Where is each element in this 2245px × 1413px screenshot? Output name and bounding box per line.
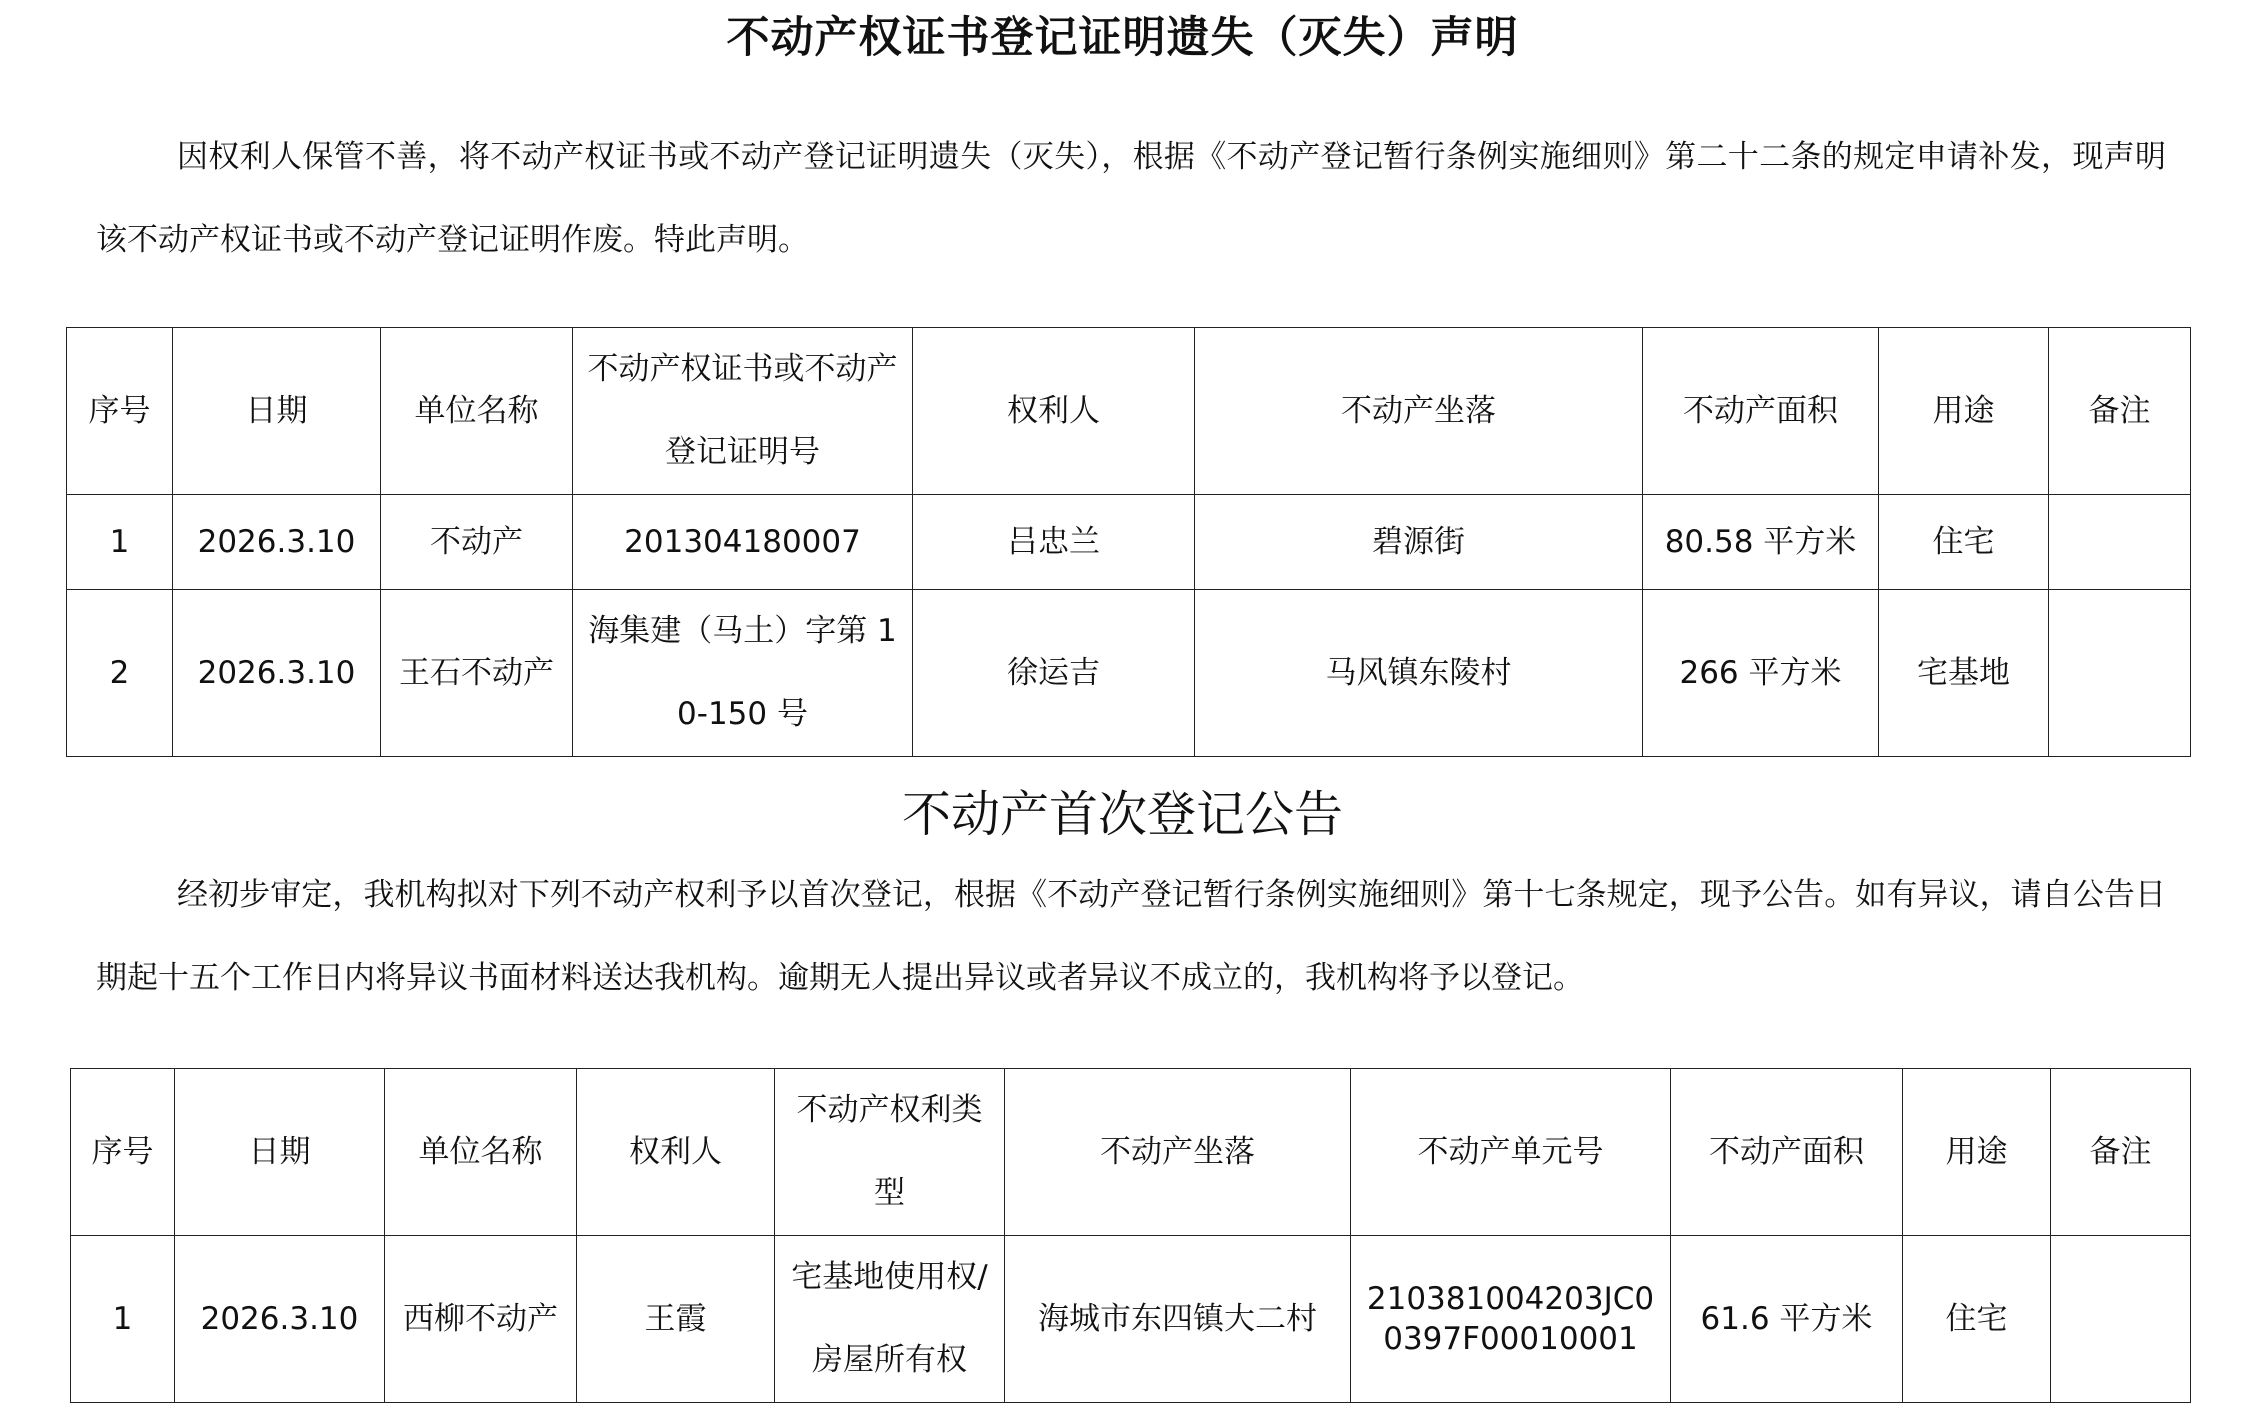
cell-location: 马风镇东陵村 <box>1195 590 1643 757</box>
cell-unit: 西柳不动产 <box>385 1236 577 1403</box>
cell-owner: 王霞 <box>577 1236 775 1403</box>
header-cell-remarks: 备注 <box>2049 328 2191 495</box>
first-registration-table <box>70 1068 2191 1403</box>
header-cell-cert-number: 不动产权证书或不动产登记证明号 <box>573 328 913 495</box>
header-cell-remarks: 备注 <box>2051 1069 2191 1236</box>
cell-index: 1 <box>67 495 173 590</box>
loss-statement-title: 不动产权证书登记证明遗失（灭失）声明 <box>726 13 1519 63</box>
loss-statement-table <box>66 327 2191 757</box>
header-cell-area: 不动产面积 <box>1671 1069 1903 1236</box>
table-header-row <box>67 328 2191 495</box>
cell-index: 1 <box>71 1236 175 1403</box>
cell-date: 2026.3.10 <box>173 590 381 757</box>
cell-cert-number: 201304180007 <box>573 495 913 590</box>
table-header-row <box>71 1069 2191 1236</box>
cell-owner: 吕忠兰 <box>913 495 1195 590</box>
table-row <box>71 1236 2191 1403</box>
cell-usage: 住宅 <box>1879 495 2049 590</box>
cell-unit-number: 210381004203JC00397F00010001 <box>1351 1236 1671 1403</box>
header-cell-usage: 用途 <box>1903 1069 2051 1236</box>
header-cell-index: 序号 <box>71 1069 175 1236</box>
cell-area: 61.6 平方米 <box>1671 1236 1903 1403</box>
cell-index: 2 <box>67 590 173 757</box>
header-cell-location: 不动产坐落 <box>1195 328 1643 495</box>
cell-usage: 宅基地 <box>1879 590 2049 757</box>
cell-owner: 徐运吉 <box>913 590 1195 757</box>
header-cell-area: 不动产面积 <box>1643 328 1879 495</box>
cell-remarks <box>2049 495 2191 590</box>
cell-cert-number: 海集建（马土）字第 10-150 号 <box>573 590 913 757</box>
header-cell-unit-number: 不动产单元号 <box>1351 1069 1671 1236</box>
cell-unit: 王石不动产 <box>381 590 573 757</box>
header-cell-owner: 权利人 <box>913 328 1195 495</box>
header-cell-usage: 用途 <box>1879 328 2049 495</box>
table-row <box>67 590 2191 757</box>
cell-usage: 住宅 <box>1903 1236 2051 1403</box>
table-row <box>67 495 2191 590</box>
header-cell-location: 不动产坐落 <box>1005 1069 1351 1236</box>
header-cell-date: 日期 <box>175 1069 385 1236</box>
header-cell-unit: 单位名称 <box>385 1069 577 1236</box>
first-registration-title: 不动产首次登记公告 <box>901 786 1343 843</box>
header-cell-unit: 单位名称 <box>381 328 573 495</box>
cell-location: 海城市东四镇大二村 <box>1005 1236 1351 1403</box>
cell-unit: 不动产 <box>381 495 573 590</box>
header-cell-owner: 权利人 <box>577 1069 775 1236</box>
cell-area: 80.58 平方米 <box>1643 495 1879 590</box>
header-cell-date: 日期 <box>173 328 381 495</box>
first-registration-paragraph: 经初步审定，我机构拟对下列不动产权利予以首次登记，根据《不动产登记暂行条例实施细则》第十七条规定，现予公告。如有异议，请自公告日期起十五个工作日内将异议书面材料送达我机构。逾期无人提出异议或者异议不成立的，我机构将予以登记。 <box>96 877 2166 996</box>
loss-statement-paragraph: 因权利人保管不善，将不动产权证书或不动产登记证明遗失（灭失），根据《不动产登记暂行条例实施细则》第二十二条的规定申请补发，现声明该不动产权证书或不动产登记证明作废。特此声明。 <box>96 139 2166 258</box>
cell-location: 碧源街 <box>1195 495 1643 590</box>
cell-remarks <box>2049 590 2191 757</box>
cell-date: 2026.3.10 <box>175 1236 385 1403</box>
header-cell-right-type: 不动产权利类型 <box>775 1069 1005 1236</box>
header-cell-index: 序号 <box>67 328 173 495</box>
cell-area: 266 平方米 <box>1643 590 1879 757</box>
cell-right-type: 宅基地使用权/房屋所有权 <box>775 1236 1005 1403</box>
cell-remarks <box>2051 1236 2191 1403</box>
cell-date: 2026.3.10 <box>173 495 381 590</box>
